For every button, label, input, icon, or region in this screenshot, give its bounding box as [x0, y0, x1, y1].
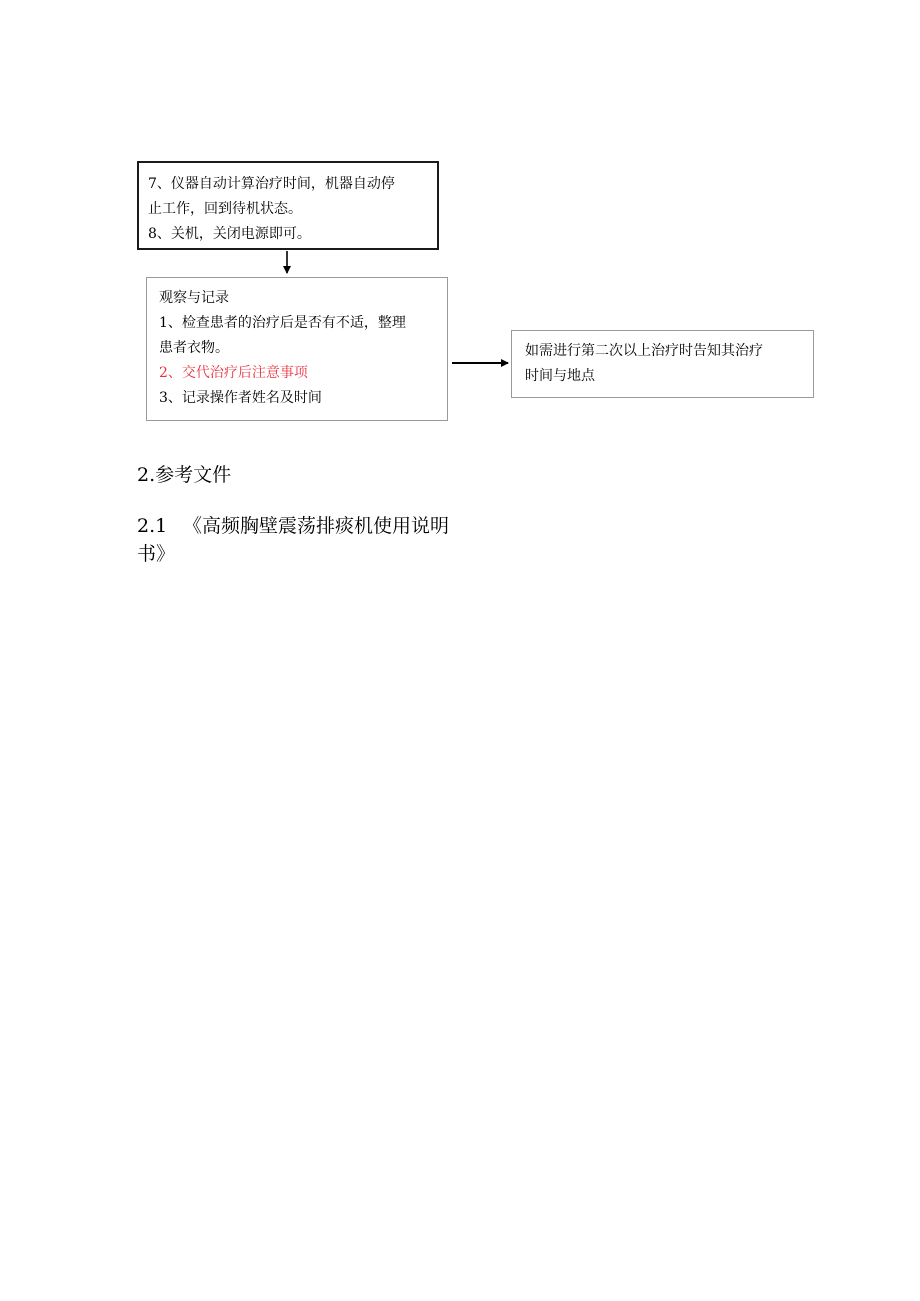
reference-title-cont: 书》: [137, 543, 176, 565]
flow-text-line: 7、仪器自动计算治疗时间，机器自动停: [148, 176, 395, 192]
reference-number: 2.1: [137, 515, 168, 537]
flow-box-followup: [511, 330, 814, 398]
flow-box-observe-record: [146, 277, 448, 421]
flow-text-line: 止工作，回到待机状态。: [148, 201, 302, 217]
flow-text-line: 如需进行第二次以上治疗时告知其治疗: [525, 343, 763, 359]
reference-item: [137, 512, 497, 568]
reference-title: 《高频胸壁震荡排痰机使用说明: [183, 515, 450, 537]
flow-text-line: 时间与地点: [525, 368, 595, 384]
flow-text-line: 1、检查患者的治疗后是否有不适，整理: [159, 315, 406, 331]
flow-text-line: 3、记录操作者姓名及时间: [159, 390, 322, 406]
flow-box-title: 观察与记录: [159, 290, 229, 306]
section-heading: 2.参考文件: [137, 464, 232, 486]
flow-text-line: 患者衣物。: [159, 340, 229, 356]
flow-box-shutdown: [137, 161, 439, 250]
flow-text-highlight: 2、交代治疗后注意事项: [159, 365, 308, 381]
flow-text-line: 8、关机，关闭电源即可。: [148, 226, 311, 242]
